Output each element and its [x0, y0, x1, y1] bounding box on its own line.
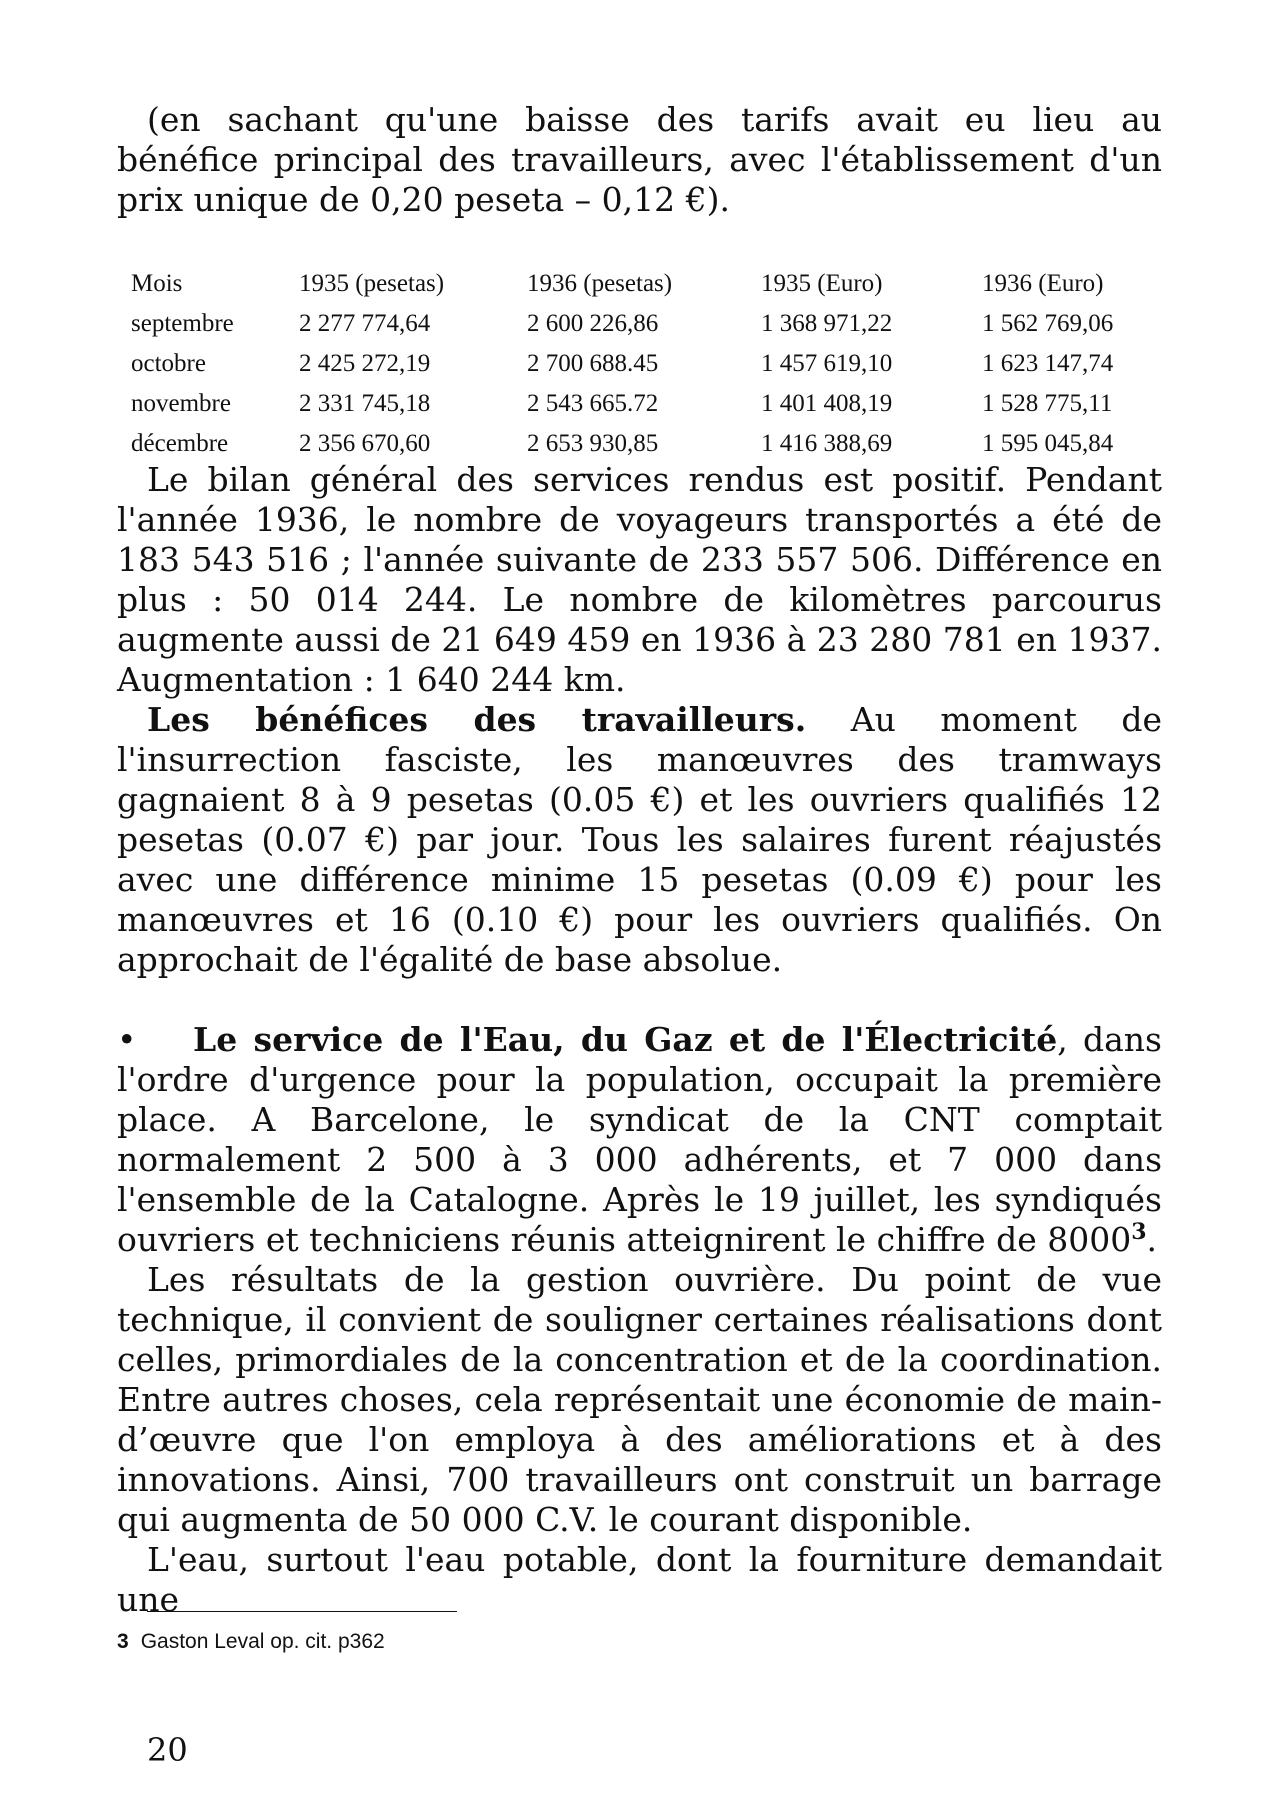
bilan-paragraph: Le bilan général des services rendus est positif. Pendant l'année 1936, le nombre de voyageurs transportés a été de 183 543 516 ; l'année suivante de 233 557 506. Différence en plus : 50 014 244. Le nombre de kilomètres parcourus augmente aussi de 21 649 459 en 1936 à 23 280 781 en 1937. Augmentation : 1 640 244 km.: [117, 460, 1162, 699]
table-header-cell: 1935 (pesetas): [299, 270, 445, 297]
table-cell: 1 416 388,69: [761, 430, 893, 457]
table-cell: 2 277 774,64: [299, 310, 431, 337]
footnote: [117, 1629, 385, 1655]
table-cell: 1 528 775,11: [982, 390, 1113, 417]
table-cell: 2 600 226,86: [527, 310, 659, 337]
table-cell: 2 425 272,19: [299, 350, 431, 377]
benefices-heading: Les bénéfices des travailleurs.: [147, 700, 807, 739]
resultats-paragraph: Les résultats de la gestion ouvrière. Du point de vue technique, il convient de souligner certaines réalisations dont celles, primordiales de la concentration et de la coordination. Entre autres choses, cela représentait une économie de main-d’œuvre que l'on employa à des améliorations et à des innovations. Ainsi, 700 travailleurs ont construit un barrage qui augmenta de 50 000 C.V. le courant disponible.: [117, 1260, 1162, 1539]
table-cell: 1 457 619,10: [761, 350, 893, 377]
table-row: [131, 344, 1142, 384]
table-cell: 1 368 971,22: [761, 310, 893, 337]
benefices-text: Au moment de l'insurrection fasciste, les manœuvres des tramways gagnaient 8 à 9 pesetas (0.05 €) et les ouvriers qualifiés 12 pesetas (0.07 €) par jour. Tous les salaires furent réajustés avec une différence minime 15 pesetas (0.09 €) pour les manœuvres et 16 (0.10 €) pour les ouvriers qualifiés. On approchait de l'égalité de base absolue.: [117, 700, 1162, 979]
footnote-reference[interactable]: 3: [1131, 1219, 1147, 1245]
table-header-cell: 1936 (pesetas): [527, 270, 673, 297]
table-cell: décembre: [131, 430, 229, 457]
table-header-cell: 1935 (Euro): [761, 270, 883, 297]
footnote-text: Gaston Leval op. cit. p362: [140, 1630, 385, 1653]
service-heading: Le service de l'Eau, du Gaz et de l'Électricité: [193, 1020, 1058, 1059]
footnote-divider: [147, 1611, 457, 1612]
table-header-cell: Mois: [131, 270, 183, 297]
table-cell: 2 543 665.72: [527, 390, 659, 417]
revenue-table: [131, 264, 1142, 464]
page-number: 20: [147, 1731, 188, 1769]
table-cell: 2 653 930,85: [527, 430, 659, 457]
bullet-icon: •: [117, 1020, 137, 1059]
table-cell: 2 356 670,60: [299, 430, 431, 457]
table-cell: octobre: [131, 350, 206, 377]
table-header-row: [131, 264, 1142, 304]
table-cell: septembre: [131, 310, 234, 337]
table-cell: novembre: [131, 390, 231, 417]
table-cell: 1 595 045,84: [982, 430, 1114, 457]
eau-paragraph: L'eau, surtout l'eau potable, dont la fourniture demandait une: [117, 1540, 1162, 1619]
table-row: [131, 304, 1142, 344]
table-cell: 1 562 769,06: [982, 310, 1114, 337]
footnote-number: 3: [117, 1630, 129, 1653]
table-cell: 1 401 408,19: [761, 390, 893, 417]
table-cell: 1 623 147,74: [982, 350, 1114, 377]
service-list-item: [117, 1020, 1162, 1260]
table-cell: 2 700 688.45: [527, 350, 659, 377]
benefices-paragraph: [117, 700, 1162, 980]
table-header-cell: 1936 (Euro): [982, 270, 1104, 297]
service-text: , dans l'ordre d'urgence pour la population, occupait la première place. A Barcelone, le syndicat de la CNT comptait normalement 2 500 à 3 000 adhérents, et 7 000 dans l'ensemble de la Catalogne. Après le 19 juillet, les syndiqués ouvriers et techniciens réunis atteignirent le chiffre de 8000: [117, 1020, 1162, 1259]
table-row: [131, 384, 1142, 424]
table-row: [131, 424, 1142, 464]
intro-paragraph: (en sachant qu'une baisse des tarifs avait eu lieu au bénéfice principal des travailleurs, avec l'établissement d'un prix unique de 0,20 peseta – 0,12 €).: [117, 100, 1162, 219]
table-cell: 2 331 745,18: [299, 390, 431, 417]
service-text-end: .: [1146, 1220, 1158, 1259]
